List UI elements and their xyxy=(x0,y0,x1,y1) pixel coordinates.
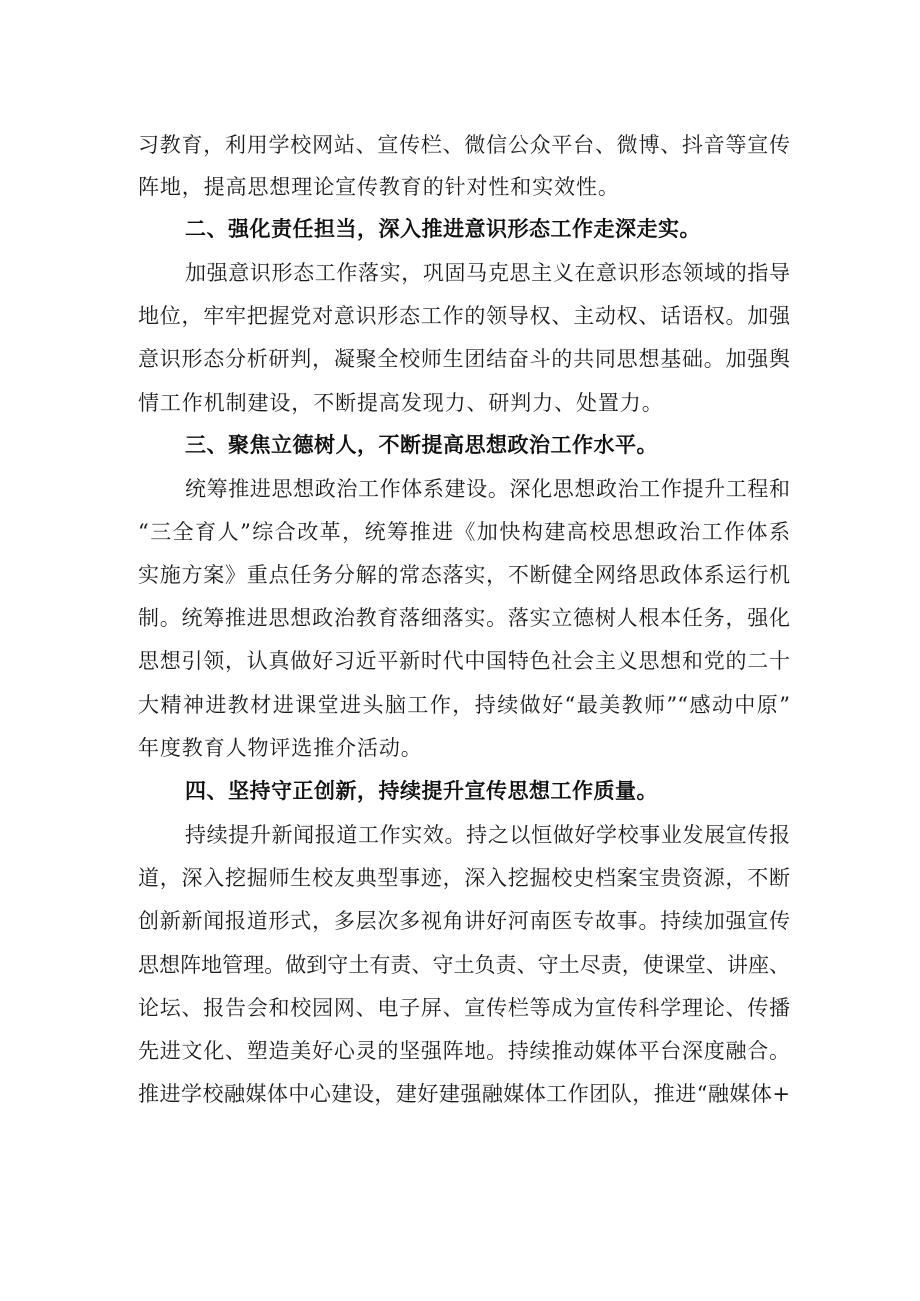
body-line: 实施方案》重点任务分解的常态落实，不断健全网络思政体系运行机 xyxy=(138,563,790,587)
body-line: 地位，牢牢把握党对意识形态工作的领导权、主动权、话语权。加强 xyxy=(138,304,790,328)
body-line: 思想引领，认真做好习近平新时代中国特色社会主义思想和党的二十 xyxy=(138,649,790,673)
body-line: 道，深入挖掘师生校友典型事迹，深入挖掘校史档案宝贵资源，不断 xyxy=(138,866,790,890)
body-line: 统筹推进思想政治工作体系建设。深化思想政治工作提升工程和 xyxy=(185,477,790,501)
body-line: 大精神进教材进课堂进头脑工作，持续做好“最美教师”“感动中原” xyxy=(138,693,790,717)
section-heading-3: 三、聚焦立德树人，不断提高思想政治工作水平。 xyxy=(185,433,658,457)
body-line: 思想阵地管理。做到守土有责、守土负责、守土尽责，使课堂、讲座、 xyxy=(138,953,790,977)
body-line: 论坛、报告会和校园网、电子屏、宣传栏等成为宣传科学理论、传播 xyxy=(138,996,790,1020)
body-line: 年度教育人物评选推介活动。 xyxy=(138,736,423,760)
body-line: 情工作机制建设，不断提高发现力、研判力、处置力。 xyxy=(138,391,664,415)
section-heading-4: 四、坚持守正创新，持续提升宣传思想工作质量。 xyxy=(185,779,658,803)
body-line: 持续提升新闻报道工作实效。持之以恒做好学校事业发展宣传报 xyxy=(185,823,790,847)
body-line: 推进学校融媒体中心建设，建好建强融媒体工作团队，推进“融媒体+ xyxy=(138,1082,790,1106)
body-line: 加强意识形态工作落实，巩固马克思主义在意识形态领域的指导 xyxy=(185,261,790,285)
body-line: 制。统筹推进思想政治教育落细落实。落实立德树人根本任务，强化 xyxy=(138,606,790,630)
section-heading-2: 二、强化责任担当，深入推进意识形态工作走深走实。 xyxy=(185,217,701,241)
body-line: 先进文化、塑造美好心灵的坚强阵地。持续推动媒体平台深度融合。 xyxy=(138,1039,790,1063)
body-line: 习教育，利用学校网站、宣传栏、微信公众平台、微博、抖音等宣传 xyxy=(138,133,790,157)
body-line: 创新新闻报道形式，多层次多视角讲好河南医专故事。持续加强宣传 xyxy=(138,909,790,933)
body-line: “三全育人”综合改革，统筹推进《加快构建高校思想政治工作体系 xyxy=(138,520,790,544)
body-line: 意识形态分析研判，凝聚全校师生团结奋斗的共同思想基础。加强舆 xyxy=(138,347,790,371)
body-line: 阵地，提高思想理论宣传教育的针对性和实效性。 xyxy=(138,175,620,199)
